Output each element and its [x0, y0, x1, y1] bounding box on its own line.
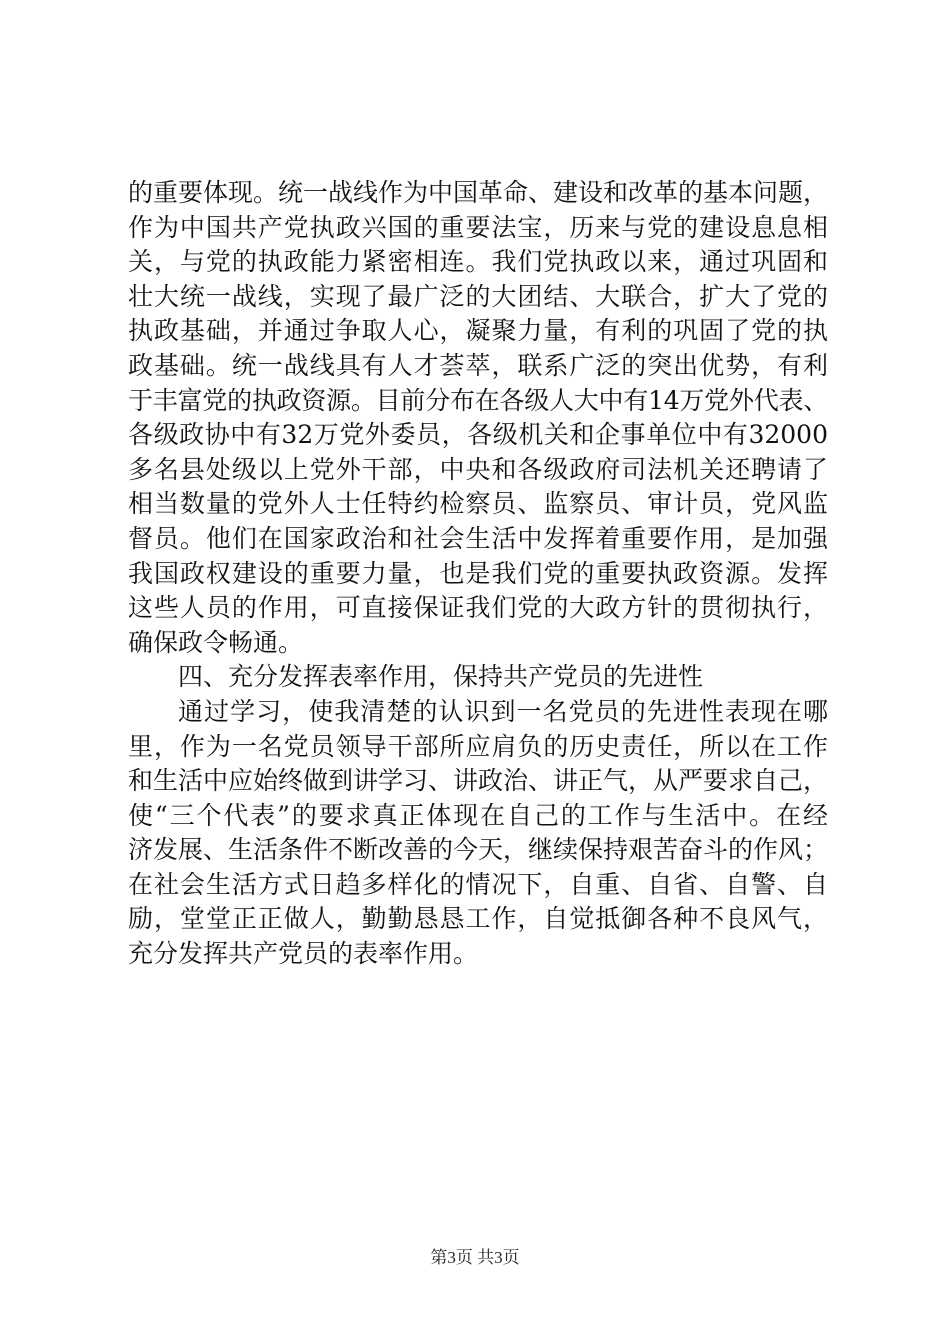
text-line: 这些人员的作用，可直接保证我们党的大政方针的贯彻执行， [128, 593, 828, 623]
text-line: 关，与党的执政能力紧密相连。我们党执政以来，通过巩固和 [128, 247, 828, 277]
text-line: 确保政令畅通。 [128, 627, 304, 657]
text-line: 壮大统一战线，实现了最广泛的大团结、大联合，扩大了党的 [128, 281, 828, 311]
text-line: 督员。他们在国家政治和社会生活中发挥着重要作用，是加强 [128, 523, 828, 553]
text-line: 相当数量的党外人士任特约检察员、监察员、审计员，党风监 [128, 489, 828, 519]
paragraph [128, 695, 828, 972]
document-body [128, 176, 828, 972]
text-line: 里，作为一名党员领导干部所应肩负的历史责任，所以在工作 [128, 731, 828, 761]
page-footer: 第3页 共3页 [430, 1248, 520, 1267]
text-line: 通过学习，使我清楚的认识到一名党员的先进性表现在哪 [178, 696, 828, 726]
text-line: 于丰富党的执政资源。目前分布在各级人大中有14万党外代表、 [128, 385, 828, 415]
text-line: 的重要体现。统一战线作为中国革命、建设和改革的基本问题， [128, 178, 829, 207]
text-line: 各级政协中有32万党外委员，各级机关和企事单位中有32000 [128, 420, 828, 450]
text-line: 济发展、生活条件不断改善的今天，继续保持艰苦奋斗的作风； [128, 835, 829, 865]
text-line: 多名县处级以上党外干部，中央和各级政府司法机关还聘请了 [128, 454, 828, 484]
text-line: 充分发挥共产党员的表率作用。 [128, 939, 479, 969]
text-line: 在社会生活方式日趋多样化的情况下，自重、自省、自警、自 [128, 869, 828, 899]
paragraph [128, 176, 828, 660]
text-line: 励，堂堂正正做人，勤勤恳恳工作，自觉抵御各种不良风气， [128, 904, 828, 934]
text-line: 政基础。统一战线具有人才荟萃，联系广泛的突出优势，有利 [128, 350, 828, 380]
text-line: 我国政权建设的重要力量，也是我们党的重要执政资源。发挥 [128, 558, 828, 588]
text-line: 和生活中应始终做到讲学习、讲政治、讲正气，从严要求自己， [128, 766, 829, 796]
text-line: 执政基础，并通过争取人心，凝聚力量，有利的巩固了党的执 [128, 316, 828, 346]
text-line: 四、充分发挥表率作用，保持共产党员的先进性 [178, 662, 704, 692]
paragraph [128, 660, 828, 695]
text-line: 作为中国共产党执政兴国的重要法宝，历来与党的建设息息相 [128, 212, 828, 242]
text-line: 使“三个代表”的要求真正体现在自己的工作与生活中。在经 [128, 800, 828, 830]
